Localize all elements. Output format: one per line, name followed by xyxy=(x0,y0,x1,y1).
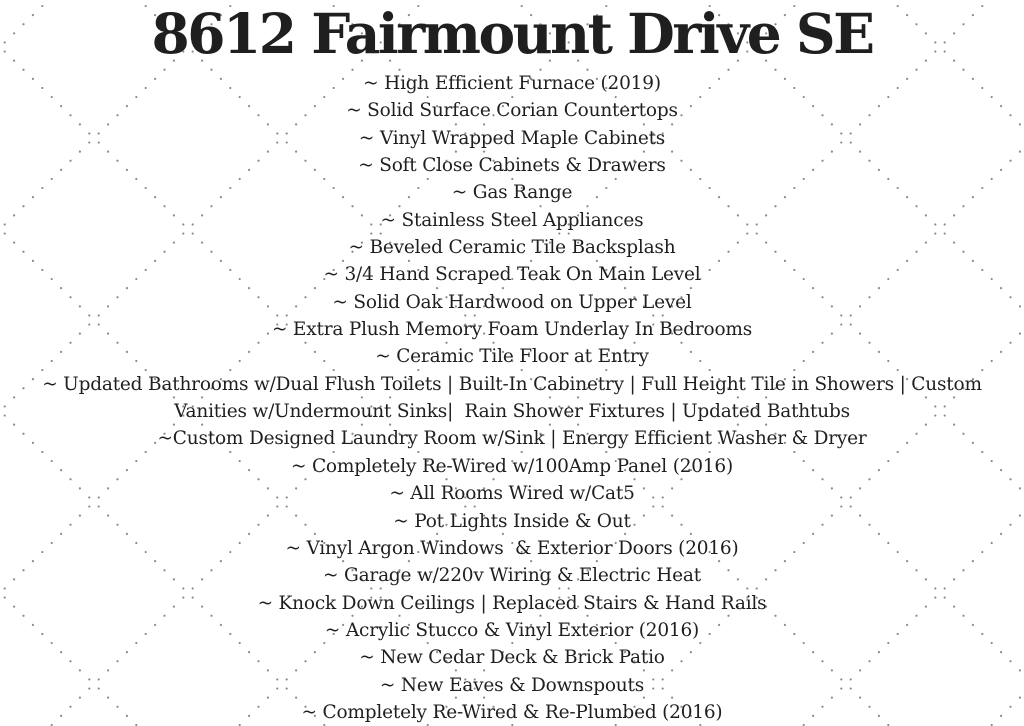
feature-item: ~ High Efficient Furnace (2019) xyxy=(363,73,661,94)
feature-item: ~ Updated Bathrooms w/Dual Flush Toilets | Built-In Cabinetry | Full Height Tile in Showers | Custom Vanities w/Undermount Sinks| Rain Shower Fixtures | Updated Bathtubs xyxy=(42,373,988,423)
feature-item: ~ Solid Surface Corian Countertops xyxy=(346,100,678,122)
feature-item: ~ Extra Plush Memory Foam Underlay In Bedrooms xyxy=(271,319,753,341)
feature-item: ~ Stainless Steel Appliances xyxy=(380,209,644,231)
feature-item: ~ Completely Re-Wired & Re-Plumbed (2016) xyxy=(301,701,723,723)
feature-item: ~ Beveled Ceramic Tile Backsplash xyxy=(348,237,676,259)
feature-item: ~Custom Designed Laundry Room w/Sink | Energy Efficient Washer & Dryer xyxy=(157,428,867,450)
feature-item: ~ Soft Close Cabinets & Drawers xyxy=(358,155,666,177)
feature-item: ~ Vinyl Argon Windows & Exterior Doors (2016) xyxy=(285,537,739,559)
feature-item: ~ Completely Re-Wired w/100Amp Panel (2016) xyxy=(290,455,734,477)
feature-item: ~ New Eaves & Downspouts xyxy=(379,674,645,696)
feature-item: ~ Knock Down Ceilings | Replaced Stairs & Hand Rails xyxy=(257,592,767,614)
feature-item: ~ All Rooms Wired w/Cat5 xyxy=(389,483,635,505)
feature-item: ~ Vinyl Wrapped Maple Cabinets xyxy=(358,127,666,149)
feature-list xyxy=(0,70,1024,726)
feature-item: ~ Gas Range xyxy=(451,182,573,204)
feature-item: ~ Pot Lights Inside & Out xyxy=(393,510,631,532)
feature-item: ~ New Cedar Deck & Brick Patio xyxy=(359,647,665,669)
feature-item: ~ Solid Oak Hardwood on Upper Level xyxy=(332,291,692,313)
page-title: 8612 Fairmount Drive SE xyxy=(151,1,873,66)
feature-item: ~ Garage w/220v Wiring & Electric Heat xyxy=(323,565,701,587)
feature-item: ~ Ceramic Tile Floor at Entry xyxy=(375,346,649,368)
feature-item: ~ 3/4 Hand Scraped Teak On Main Level xyxy=(323,264,701,286)
feature-item: ~ Acrylic Stucco & Vinyl Exterior (2016) xyxy=(324,619,700,641)
